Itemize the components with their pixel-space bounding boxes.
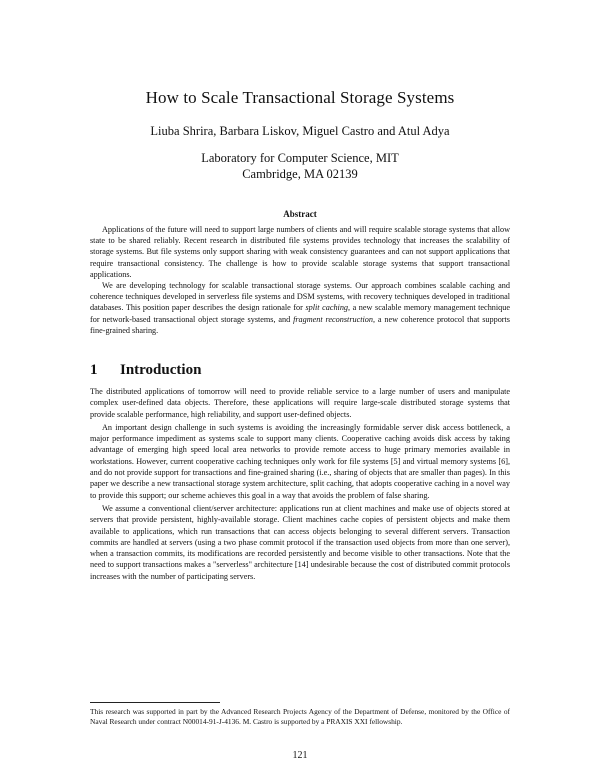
section-body (90, 386, 510, 584)
abstract-paragraph-1: Applications of the future will need to support large numbers of clients and will require scalable storage systems that allow state to be shared reliably. Recent research in distributed file systems provides technology that increases the scalability of storage systems. But file systems only support sharing with weak consistency guarantees and can not support applications that require transactional consistency. The challenge is how to provide scalable storage systems that support transactional applications. (90, 225, 510, 279)
abstract-p2-text-a: We are developing technology for scalable transactional storage systems. Our approach combines scalable caching and coherence techniques developed in serverless file systems and DSM systems, with recovery techniques developed in traditional databases. This position paper describes the design rationale for (90, 281, 510, 313)
body-paragraph-2: An important design challenge in such systems is avoiding the increasingly formidable server disk access bottleneck, a major performance impediment as systems scale to support many clients. Cooperative caching avoids disk access by taking advantage of emerging high speed local area networks to provide remote access to huge primary memories available in workstations. However, current cooperative caching techniques only work for file systems [5] and virtual memory systems [6], and do not provide support for transactions and fine-grained sharing (i.e., sharing of objects that are smaller than pages). In this paper we describe a new transactional storage system architecture, split caching, that adopts cooperative caching in a novel way to provide this support; our scheme achieves this goal in a way that avoids the problem of false sharing. (90, 422, 510, 500)
affiliation-institution: Laboratory for Computer Science, MIT (201, 151, 399, 165)
section-number: 1 (90, 362, 98, 378)
abstract-p2-text-c: , a new coherence protocol that supports fine-grained sharing. (90, 314, 510, 335)
affiliation (0, 150, 600, 182)
abstract (90, 224, 510, 336)
abstract-heading: Abstract (283, 209, 317, 219)
abstract-p2-emphasis-split-caching: split caching (305, 303, 349, 313)
body-paragraph-1: The distributed applications of tomorrow will need to provide reliable service to a large number of users and manipulate complex user-defined data objects. Therefore, these applications will require large-scale distributed storage systems that provide scalable performance, high reliability, and support user-defined objects. (90, 387, 510, 419)
page-number: 121 (292, 750, 308, 761)
paper-title: How to Scale Transactional Storage Systems (145, 88, 455, 107)
abstract-p2-text-b: , a new scalable memory management technique for network-based transactional object storage systems, and (90, 303, 510, 324)
section-heading (90, 362, 510, 379)
abstract-paragraph-2 (90, 280, 510, 336)
body-paragraph-3: We assume a conventional client/server architecture: applications run at client machines and make use of objects stored at servers that provide persistent, highly-available storage. Client machines cache copies of persistent objects and make them available to applications, which run transactions that can access objects belonging to several different servers. Transaction commits are handled at servers (using a two phase commit protocol if the transaction used objects from more than one server), when a transaction commits, its modifications are recorded persistently and become visible to other transactions. Note that the need to support transactions makes a "serverless" architecture [14] undesirable because the cost of distributed commit protocols increases with the number of participating servers. (90, 503, 510, 581)
footnote: This research was supported in part by the Advanced Research Projects Agency of the Department of Defense, monitored by the Office of Naval Research under contract N00014-91-J-4136. M. Castro is supported by a PRAXIS XXI fellowship. (90, 707, 510, 726)
author-list: Liuba Shrira, Barbara Liskov, Miguel Castro and Atul Adya (150, 124, 450, 138)
footnote-rule (90, 702, 220, 703)
section-title: Introduction (120, 362, 202, 378)
abstract-p2-emphasis-fragment-reconstruction: fragment reconstruction (293, 314, 373, 324)
affiliation-location: Cambridge, MA 02139 (242, 167, 358, 181)
